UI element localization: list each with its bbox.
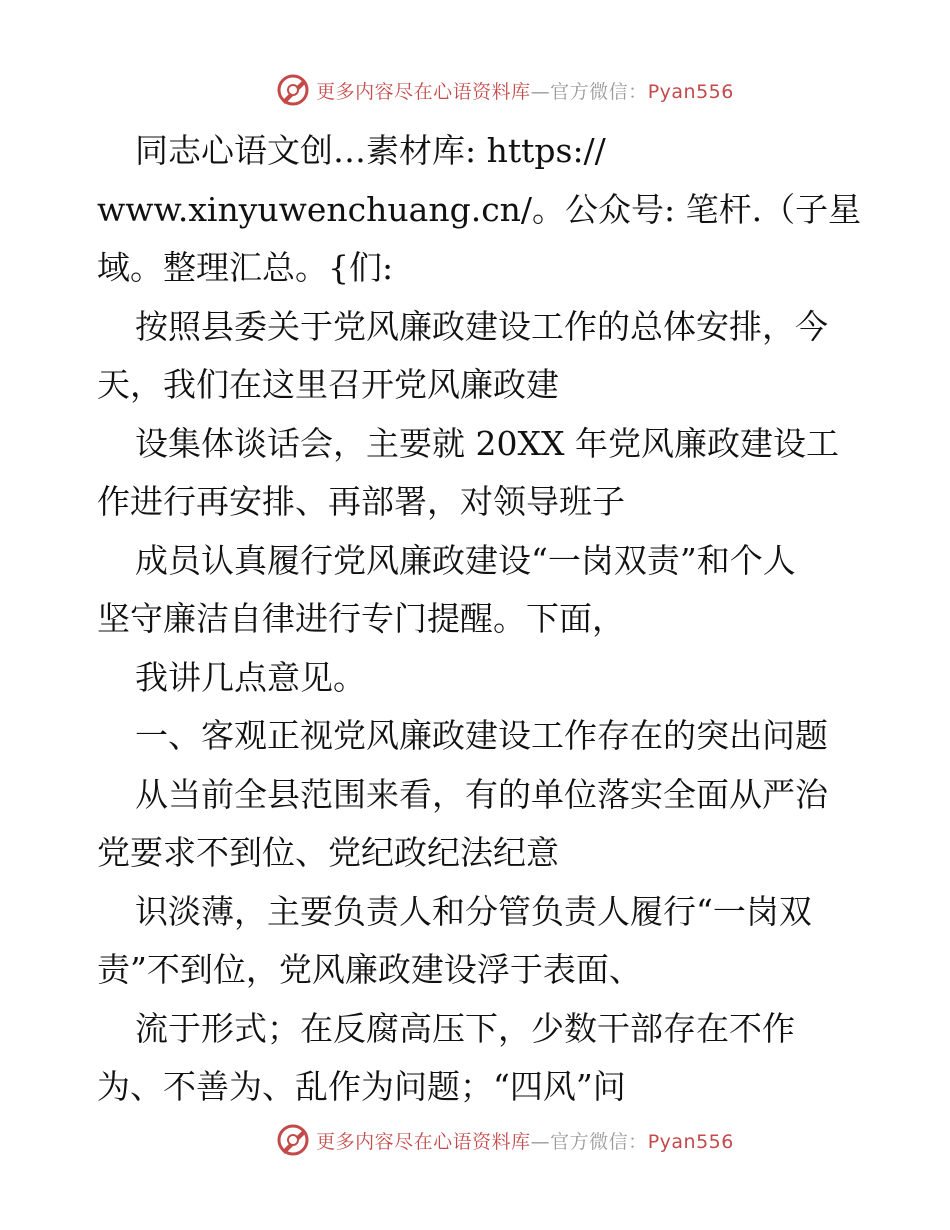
header-banner-id: Pyan556 <box>647 80 734 103</box>
pen-logo-icon <box>276 73 310 107</box>
footer-banner-dash: —官方微信： <box>530 1130 648 1153</box>
text-line: 坚守廉洁自律进行专门提醒。下面， <box>97 599 625 638</box>
text-line: 作进行再安排、再部署，对领导班子 <box>97 482 625 521</box>
text-line: 党要求不到位、党纪政纪法纪意 <box>97 833 559 872</box>
text-line: 流于形式；在反腐高压下，少数干部存在不作 <box>135 1008 795 1048</box>
section-heading: 一、客观正视党风廉政建设工作存在的突出问题 <box>135 716 828 755</box>
text-line: 从当前全县范围来看，有的单位落实全面从严治 <box>135 774 828 814</box>
text-line: 按照县委关于党风廉政建设工作的总体安排，今 <box>135 306 828 346</box>
footer-banner-main: 更多内容尽在心语资料库 <box>316 1130 531 1153</box>
footer-banner-id: Pyan556 <box>647 1130 734 1153</box>
text-line: 责”不到位，党风廉政建设浮于表面、 <box>97 950 642 989</box>
text-line: 为、不善为、乱作为问题；“四风”问 <box>97 1067 626 1106</box>
text-line: 成员认真履行党风廉政建设“一岗双责”和个人 <box>135 540 796 580</box>
document-body <box>97 122 862 1117</box>
header-banner-text <box>316 77 734 104</box>
header-banner <box>0 70 950 110</box>
header-banner-main: 更多内容尽在心语资料库 <box>316 80 531 103</box>
footer-banner <box>0 1120 950 1160</box>
text-line: www.xinyuwenchuang.cn/。公众号: 笔杆.（子星 <box>97 189 862 229</box>
text-line: 我讲几点意见。 <box>135 657 366 697</box>
pen-logo-icon <box>276 1123 310 1157</box>
text-line: 识淡薄，主要负责人和分管负责人履行“一岗双 <box>135 891 812 931</box>
text-line: 域。整理汇总。{们: <box>97 248 394 287</box>
text-line: 同志心语文创…素材库: https:// <box>135 131 606 170</box>
text-line: 天，我们在这里召开党风廉政建 <box>97 365 559 404</box>
footer-banner-text <box>316 1127 734 1154</box>
header-banner-dash: —官方微信： <box>530 80 648 103</box>
text-line: 设集体谈话会，主要就 20XX 年党风廉政建设工 <box>135 423 839 463</box>
